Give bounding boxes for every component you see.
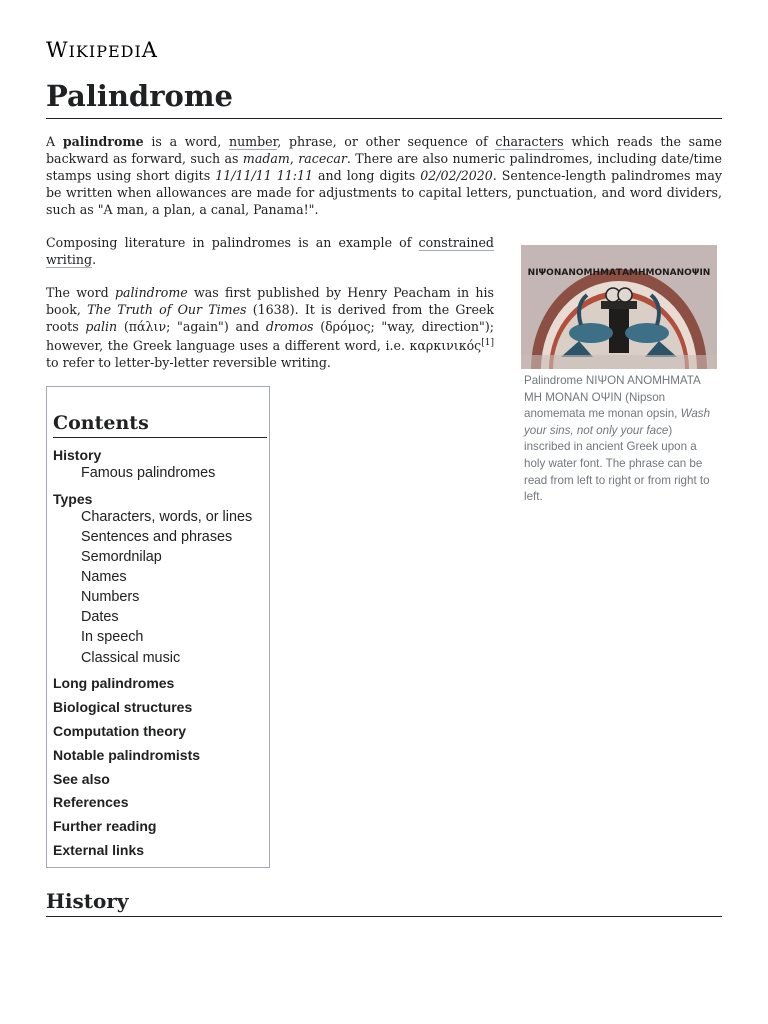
table-of-contents [46, 386, 270, 868]
toc-item-classical-music[interactable]: Classical music [81, 650, 181, 666]
toc-item-see-also[interactable]: See also [53, 771, 110, 787]
constrained-writing-paragraph [46, 234, 494, 268]
intro-text-c: , phrase, or other sequence of [277, 134, 496, 149]
wordmark-first: W [46, 38, 69, 62]
toc-item-in-speech[interactable]: In speech [81, 629, 144, 645]
example-date-short: 11/11/11 11:11 [215, 168, 314, 183]
wordmark-mid: IKIPEDI [68, 42, 142, 61]
term-palindrome: palindrome [114, 285, 188, 300]
p3-text-f: to refer to letter-by-letter reversible writing. [46, 355, 331, 371]
mosaic-image[interactable] [521, 245, 717, 369]
book-title: The Truth of Our Times [87, 302, 247, 317]
caption-italic: Wash your sins, not only your face [524, 407, 711, 437]
intro-paragraph [46, 133, 722, 218]
intro-text-f: . There are also numeric palindromes, including date/time stamps using short digits [46, 151, 722, 183]
toc-item-long-palindromes[interactable]: Long palindromes [53, 675, 175, 691]
toc-item-names[interactable]: Names [81, 569, 127, 585]
reference-1[interactable]: [1] [481, 338, 494, 348]
example-racecar: racecar [298, 151, 347, 166]
p3-text-a: The word [46, 285, 115, 300]
etymology-paragraph [46, 284, 494, 371]
link-constrained-writing[interactable]: constrained writing [46, 235, 494, 267]
wordmark-last: A [141, 38, 158, 62]
toc-item-references[interactable]: References [53, 794, 129, 810]
p3-text-c: (1638). It is derived from the Greek roots [46, 302, 494, 334]
mosaic-inscription: ΝΙΨΟΝΑΝΟΜΗΜΑΤΑΜΗΜΟΝΑΝΟΨΙΝ [527, 268, 711, 278]
caption-text-a: Palindrome ΝΙΨΟΝ ΑΝΟΜΗΜΑΤΑ ΜΗ ΜΟΝΑΝ ΟΨΙΝ (Nipson anomemata me monan opsin, [524, 374, 701, 421]
toc-item-external-links[interactable]: External links [53, 842, 145, 858]
example-madam: madam [242, 151, 290, 166]
page-title: Palindrome [46, 76, 722, 119]
intro-text-b: is a word, [143, 134, 229, 149]
toc-item-history[interactable]: History [53, 447, 102, 463]
p2-text-b: . [92, 252, 97, 267]
p3-text-e: (δρόμος; "way, direction"); however, the Greek language uses a different word, i.e. καρκινικός [46, 319, 494, 354]
intro-text-a: A [46, 134, 63, 149]
toc-item-sentences-phrases[interactable]: Sentences and phrases [81, 529, 233, 545]
intro-text-h: . Sentence-length palindromes may be written when allowances are made for adjustments to capital letters, punctuation, and word dividers, such as "A man, a plan, a canal, Panama!". [46, 168, 722, 217]
toc-item-biological-structures[interactable]: Biological structures [53, 699, 193, 715]
term-dromos: dromos [265, 319, 314, 334]
link-number[interactable]: number [228, 134, 278, 149]
caption-text-b: ) inscribed in ancient Greek upon a holy water font. The phrase can be read from left to right or from right to left. [524, 423, 710, 504]
toc-title: Contents [53, 409, 267, 438]
term-palin: palin [85, 319, 118, 334]
p3-text-d: (πάλιν; "again") and [117, 319, 266, 334]
toc-item-further-reading[interactable]: Further reading [53, 818, 157, 834]
intro-text-g: and long digits [313, 168, 421, 183]
link-characters[interactable]: characters [495, 134, 564, 149]
toc-item-notable-palindromists[interactable]: Notable palindromists [53, 747, 201, 763]
toc-item-numbers[interactable]: Numbers [81, 589, 140, 605]
toc-item-semordnilap[interactable]: Semordnilap [81, 549, 162, 565]
intro-text-d: which reads the same backward as forward, such as [46, 134, 723, 166]
figure-caption [521, 373, 717, 506]
toc-item-types[interactable]: Types [53, 491, 93, 507]
p3-text-b: was first published by Henry Peacham in his book, [46, 285, 494, 317]
intro-term-palindrome: palindrome [62, 134, 144, 149]
toc-item-computation-theory[interactable]: Computation theory [53, 723, 186, 739]
p2-text-a: Composing literature in palindromes is an example of [46, 235, 419, 250]
toc-item-famous-palindromes[interactable]: Famous palindromes [81, 465, 216, 481]
toc-item-characters-words-lines[interactable]: Characters, words, or lines [81, 509, 253, 525]
wikipedia-wordmark[interactable] [46, 38, 158, 62]
section-heading-history: History [46, 886, 722, 917]
example-date-long: 02/02/2020 [420, 168, 493, 183]
figure [521, 245, 717, 506]
toc-item-dates[interactable]: Dates [81, 609, 119, 625]
intro-text-e: , [289, 151, 299, 166]
